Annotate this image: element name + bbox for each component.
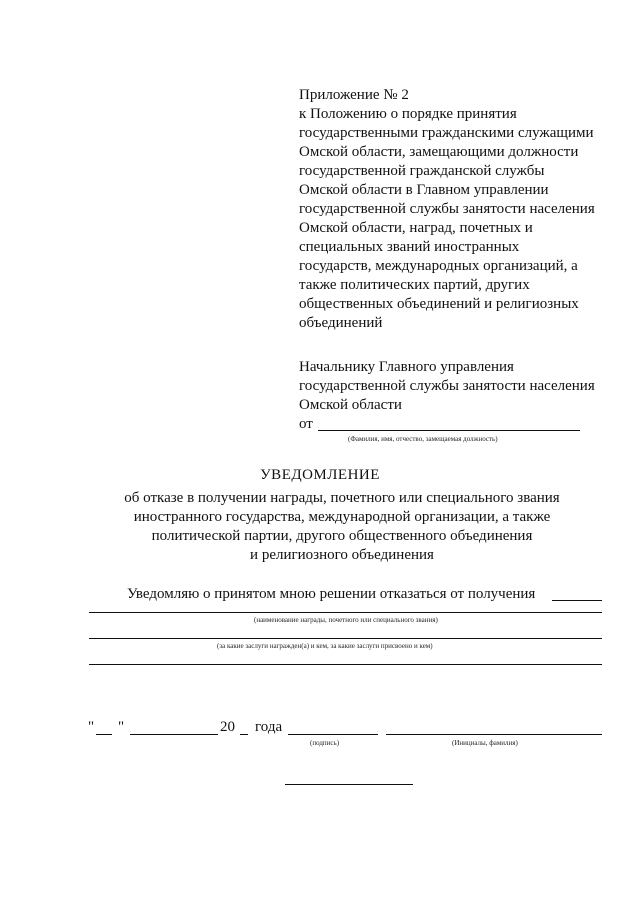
from-label: от [299,416,313,432]
notice-title: УВЕДОМЛЕНИЕ [260,467,380,483]
from-field-line[interactable] [318,430,580,431]
date-quote-open: " [88,719,95,735]
initials-caption: (Инициалы, фамилия) [452,739,518,747]
signature-caption: (подпись) [310,739,340,747]
appendix-line-7: государственной службы занятости населения [299,201,595,217]
appendix-line-12: общественных объединений и религиозных [299,296,579,312]
appendix-line-4: Омской области, замещающими должности [299,144,579,160]
year-field-line[interactable] [240,734,248,735]
initials-field-line[interactable] [386,734,602,735]
addressee-line-3: Омской области [299,397,402,413]
appendix-line-13: объединений [299,315,383,331]
appendix-line-1: Приложение № 2 [299,87,409,103]
year-suffix: года [255,719,283,735]
extra-field-line[interactable] [89,664,602,665]
merits-field-line[interactable] [89,638,602,639]
notice-subtitle-line-1: об отказе в получении награды, почетного или специального звания [124,490,560,506]
addressee-line-1: Начальнику Главного управления [299,359,514,375]
closing-separator [285,784,413,785]
date-quote-close: " [118,719,125,735]
appendix-line-2: к Положению о порядке принятия [299,106,517,122]
appendix-line-10: государств, международных организаций, а [299,258,578,274]
notice-subtitle-line-4: и религиозного объединения [250,547,434,563]
appendix-line-8: Омской области, наград, почетных и [299,220,533,236]
addressee-line-2: государственной службы занятости населения [299,378,595,394]
month-field-line[interactable] [130,734,218,735]
notice-body-text: Уведомляю о принятом мною решении отказаться от получения [127,586,536,602]
day-field-line[interactable] [96,734,112,735]
award-caption: (наименование награды, почетного или специального звания) [254,616,438,624]
appendix-line-5: государственной гражданской службы [299,163,545,179]
award-field-line[interactable] [89,612,602,613]
merits-caption: (за какие заслуги награжден(а) и кем, за какие заслуги присвоено и кем) [217,642,433,650]
appendix-line-11: также политических партий, других [299,277,530,293]
signature-field-line[interactable] [288,734,378,735]
appendix-line-6: Омской области в Главном управлении [299,182,549,198]
year-prefix: 20 [220,719,235,735]
appendix-line-3: государственными гражданскими служащими [299,125,594,141]
appendix-line-9: специальных званий иностранных [299,239,520,255]
award-field-line-start[interactable] [552,600,602,601]
notice-subtitle-line-2: иностранного государства, международной организации, а также [133,509,551,525]
from-caption: (Фамилия, имя, отчество, замещаемая должность) [348,435,498,443]
notice-subtitle-line-3: политической партии, другого общественного объединения [151,528,533,544]
